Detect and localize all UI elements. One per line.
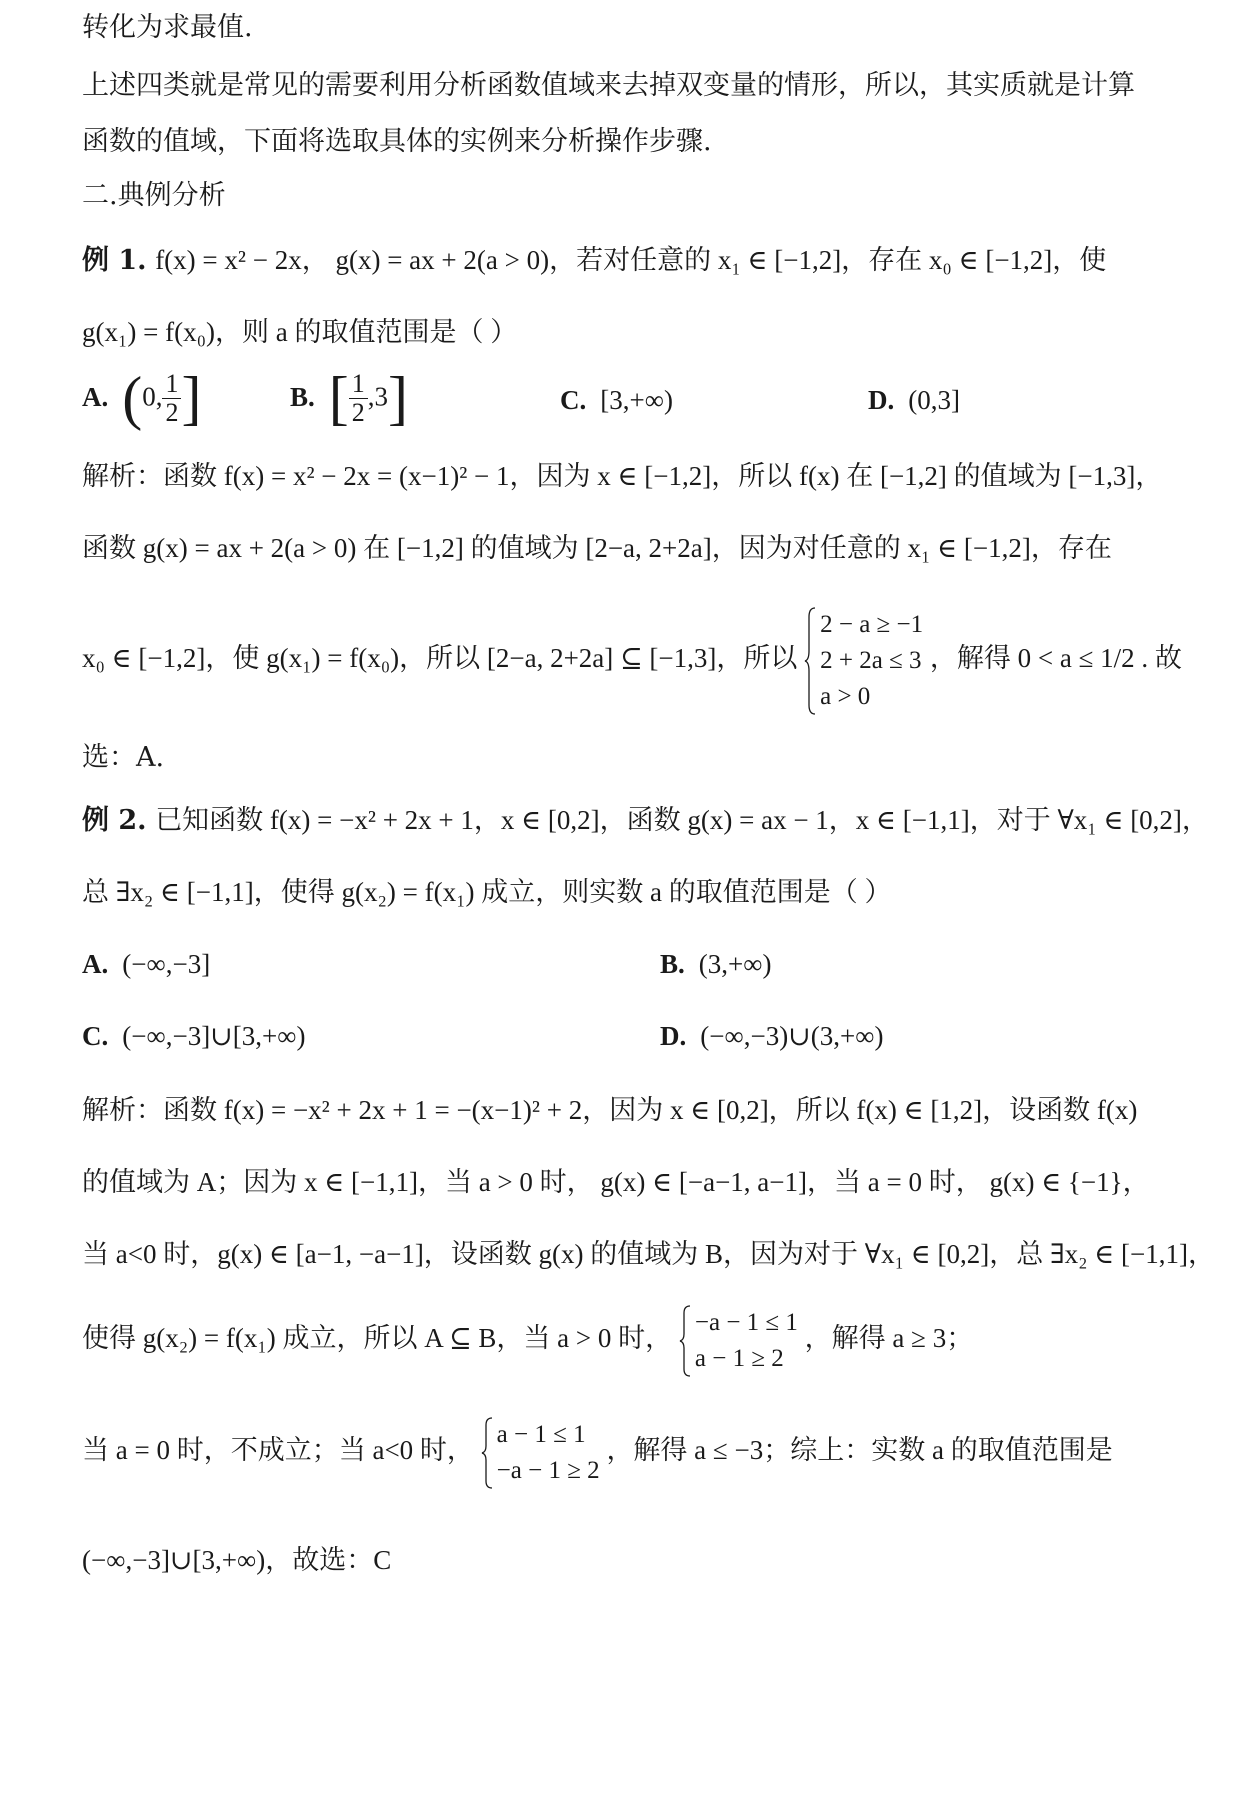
ex1-option-c-value: [3,+∞) bbox=[600, 385, 673, 415]
ex1-option-b-label: B. bbox=[290, 381, 315, 412]
ex2-option-c-value: (−∞,−3]∪[3,+∞) bbox=[122, 1021, 306, 1051]
ex2-system2-row-2: −a − 1 ≥ 2 bbox=[496, 1456, 600, 1484]
ex1-option-d bbox=[868, 380, 960, 421]
ex1-label: 例 1. bbox=[82, 245, 147, 276]
brace-icon bbox=[481, 1417, 493, 1489]
ex1-system-row-3: a > 0 bbox=[820, 682, 871, 710]
ex1-question-text-1: f(x) = x² − 2x， g(x) = ax + 2(a > 0)，若对任意的 x₁ ∈ [−1,2]，存在 x₀ ∈ [−1,2]，使 bbox=[155, 245, 1107, 275]
ex2-label: 例 2. bbox=[82, 805, 147, 836]
section-heading: 二.典例分析 bbox=[82, 180, 226, 211]
ex1-option-a: A. (0, $\frac{1}{2}$ ] bbox=[82, 365, 202, 431]
ex2-solution-line-2: 的值域为 A；因为 x ∈ [−1,1]，当 a > 0 时， g(x) ∈ [−a−1, a−1]，当 a = 0 时， g(x) ∈ {−1}， bbox=[82, 1167, 1150, 1197]
ex2-solution-line-5-post: ，解得 a ≤ −3；综上：实数 a 的取值范围是 bbox=[606, 1435, 1113, 1465]
ex1-solution-line-3 bbox=[82, 596, 1214, 720]
ex1-system-row-1: 2 − a ≥ −1 bbox=[820, 610, 924, 638]
ex2-option-c-label: C. bbox=[82, 1021, 109, 1051]
ex2-solution-line-5-pre: 当 a = 0 时，不成立；当 a<0 时， bbox=[82, 1435, 474, 1465]
ex1-solution-line-3-pre: x₀ ∈ [−1,2]，使 g(x₁) = f(x₀)，所以 [2−a, 2+2a] ⊆ [−1,3]，所以 bbox=[82, 643, 798, 673]
ex1-question-line-2: g(x₁) = f(x₀)，则 a 的取值范围是（ ） bbox=[82, 317, 518, 347]
ex2-solution-line-4-post: ，解得 a ≥ 3； bbox=[804, 1323, 974, 1353]
ex1-option-d-label: D. bbox=[868, 385, 895, 415]
ex2-option-a-value: (−∞,−3] bbox=[122, 949, 211, 979]
intro-line-3: 函数的值域，下面将选取具体的实例来分析操作步骤. bbox=[82, 126, 712, 157]
ex1-option-c-label: C. bbox=[560, 385, 587, 415]
ex1-question-line-1 bbox=[82, 240, 1214, 281]
ex1-solution-line-3-post: ，解得 0 < a ≤ 1/2 . 故 bbox=[929, 643, 1182, 673]
ex1-inequality-system bbox=[804, 607, 923, 715]
ex2-option-b-label: B. bbox=[660, 949, 685, 979]
ex2-question-text-1: 已知函数 f(x) = −x² + 2x + 1，x ∈ [0,2]，函数 g(x) = ax − 1，x ∈ [−1,1]，对于 ∀x₁ ∈ [0,2]， bbox=[155, 805, 1209, 835]
ex2-solution-line-3: 当 a<0 时，g(x) ∈ [a−1, −a−1]，设函数 g(x) 的值域为 B，因为对于 ∀x₁ ∈ [0,2]，总 ∃x₂ ∈ [−1,1]， bbox=[82, 1239, 1215, 1269]
ex1-option-b: B. [ $\frac{1}{2}$ ,3] bbox=[290, 365, 408, 431]
ex2-option-a bbox=[82, 944, 210, 985]
ex2-system1-row-2: a − 1 ≥ 2 bbox=[694, 1344, 784, 1372]
ex2-option-c bbox=[82, 1016, 306, 1057]
ex1-solution-line-2: 函数 g(x) = ax + 2(a > 0) 在 [−1,2] 的值域为 [2−a, 2+2a]，因为对任意的 x₁ ∈ [−1,2]，存在 bbox=[82, 533, 1112, 563]
ex2-option-b bbox=[660, 944, 771, 985]
ex2-solution-line-4-pre: 使得 g(x₂) = f(x₁) 成立，所以 A ⊆ B，当 a > 0 时， bbox=[82, 1323, 673, 1353]
ex1-conclusion: 选：A. bbox=[82, 742, 165, 773]
ex2-question-line-1 bbox=[82, 800, 1214, 841]
ex2-solution-line-4 bbox=[82, 1290, 1214, 1386]
intro-line-1: 转化为求最值. bbox=[82, 12, 253, 43]
ex1-system-row-2: 2 + 2a ≤ 3 bbox=[820, 646, 922, 674]
ex2-inequality-system-1 bbox=[679, 1305, 798, 1377]
ex2-option-d-value: (−∞,−3)∪(3,+∞) bbox=[700, 1021, 884, 1051]
ex2-inequality-system-2 bbox=[481, 1417, 600, 1489]
ex1-option-d-value: (0,3] bbox=[908, 385, 960, 415]
ex1-option-a-label: A. bbox=[82, 381, 109, 412]
ex2-option-d bbox=[660, 1016, 884, 1057]
ex2-option-a-label: A. bbox=[82, 949, 109, 979]
ex1-solution-line-1: 解析：函数 f(x) = x² − 2x = (x−1)² − 1，因为 x ∈ [−1,2]，所以 f(x) 在 [−1,2] 的值域为 [−1,3]， bbox=[82, 461, 1163, 491]
brace-icon bbox=[679, 1305, 691, 1377]
brace-icon bbox=[804, 607, 816, 715]
ex2-question-line-2: 总 ∃x₂ ∈ [−1,1]，使得 g(x₂) = f(x₁) 成立，则实数 a 的取值范围是（ ） bbox=[82, 877, 892, 907]
intro-line-2: 上述四类就是常见的需要利用分析函数值域来去掉双变量的情形，所以，其实质就是计算 bbox=[82, 70, 1135, 101]
ex2-option-b-value: (3,+∞) bbox=[698, 949, 772, 979]
ex2-solution-line-1: 解析：函数 f(x) = −x² + 2x + 1 = −(x−1)² + 2，因为 x ∈ [0,2]，所以 f(x) ∈ [1,2]，设函数 f(x) bbox=[82, 1095, 1138, 1125]
ex2-solution-line-5 bbox=[82, 1402, 1214, 1498]
ex2-option-d-label: D. bbox=[660, 1021, 687, 1051]
ex2-system2-row-1: a − 1 ≤ 1 bbox=[496, 1420, 586, 1448]
ex2-solution-line-6: (−∞,−3]∪[3,+∞)，故选：C bbox=[82, 1545, 392, 1575]
ex1-option-c bbox=[560, 380, 673, 421]
ex2-system1-row-1: −a − 1 ≤ 1 bbox=[694, 1308, 798, 1336]
